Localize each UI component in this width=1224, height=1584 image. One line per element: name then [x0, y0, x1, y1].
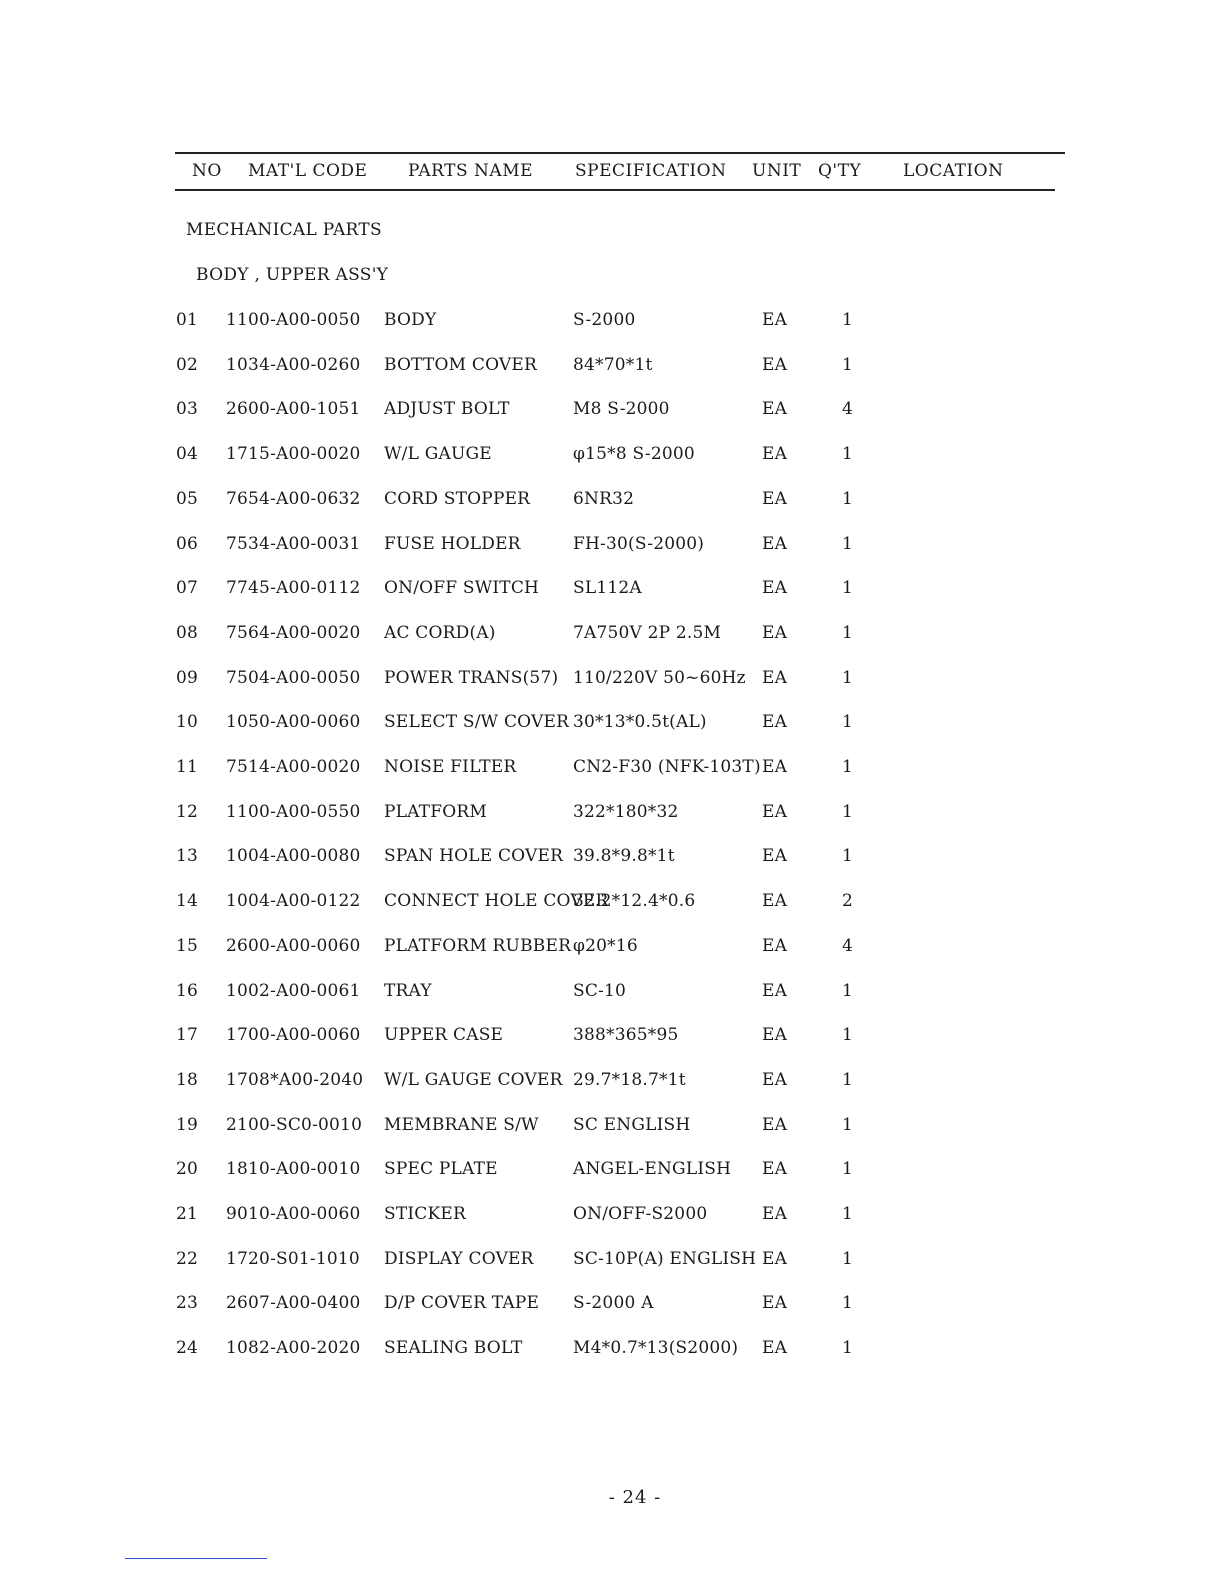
header-matl-code: MAT'L CODE	[248, 161, 368, 181]
table-row	[0, 397, 1224, 421]
table-row	[0, 308, 1224, 332]
row-unit: EA	[762, 891, 788, 911]
row-matl-code: 2100-SC0-0010	[226, 1115, 363, 1135]
row-specification: SC-10	[573, 981, 627, 1001]
row-specification: CN2-F30 (NFK-103T)	[573, 757, 761, 777]
row-unit: EA	[762, 1204, 788, 1224]
row-parts-name: W/L GAUGE	[384, 444, 492, 464]
row-matl-code: 7564-A00-0020	[226, 623, 361, 643]
row-specification: 388*365*95	[573, 1025, 679, 1045]
header-qty: Q'TY	[818, 161, 862, 181]
subsection-title: BODY , UPPER ASS'Y	[196, 265, 389, 285]
row-matl-code: 1002-A00-0061	[226, 981, 361, 1001]
row-qty: 1	[842, 802, 854, 822]
row-no: 06	[176, 534, 199, 554]
table-row	[0, 1157, 1224, 1181]
table-row	[0, 353, 1224, 377]
row-qty: 4	[842, 936, 854, 956]
row-qty: 1	[842, 1204, 854, 1224]
row-no: 14	[176, 891, 199, 911]
row-specification: M8 S-2000	[573, 399, 670, 419]
row-matl-code: 1004-A00-0122	[226, 891, 361, 911]
page-number: - 24 -	[608, 1487, 662, 1508]
row-qty: 1	[842, 310, 854, 330]
row-matl-code: 1100-A00-0550	[226, 802, 361, 822]
row-unit: EA	[762, 399, 788, 419]
row-matl-code: 1810-A00-0010	[226, 1159, 361, 1179]
row-no: 03	[176, 399, 199, 419]
row-unit: EA	[762, 802, 788, 822]
row-qty: 1	[842, 1338, 854, 1358]
row-no: 20	[176, 1159, 199, 1179]
table-row	[0, 800, 1224, 824]
table-row	[0, 487, 1224, 511]
row-no: 07	[176, 578, 199, 598]
row-matl-code: 1050-A00-0060	[226, 712, 361, 732]
row-unit: EA	[762, 1159, 788, 1179]
row-specification: ON/OFF-S2000	[573, 1204, 708, 1224]
row-specification: 7A750V 2P 2.5M	[573, 623, 722, 643]
row-specification: ANGEL-ENGLISH	[573, 1159, 732, 1179]
row-qty: 1	[842, 1293, 854, 1313]
table-row	[0, 1023, 1224, 1047]
row-matl-code: 7654-A00-0632	[226, 489, 361, 509]
row-specification: SC ENGLISH	[573, 1115, 691, 1135]
row-specification: M4*0.7*13(S2000)	[573, 1338, 739, 1358]
row-qty: 1	[842, 489, 854, 509]
row-unit: EA	[762, 1338, 788, 1358]
row-no: 04	[176, 444, 199, 464]
footer-link-underline	[125, 1558, 267, 1559]
table-row	[0, 666, 1224, 690]
row-matl-code: 9010-A00-0060	[226, 1204, 361, 1224]
table-row	[0, 442, 1224, 466]
row-parts-name: CORD STOPPER	[384, 489, 531, 509]
row-parts-name: W/L GAUGE COVER	[384, 1070, 563, 1090]
table-row	[0, 1291, 1224, 1315]
row-unit: EA	[762, 444, 788, 464]
row-no: 10	[176, 712, 199, 732]
row-unit: EA	[762, 1115, 788, 1135]
row-parts-name: STICKER	[384, 1204, 467, 1224]
row-matl-code: 1082-A00-2020	[226, 1338, 361, 1358]
row-parts-name: BODY	[384, 310, 437, 330]
table-row	[0, 710, 1224, 734]
row-parts-name: AC CORD(A)	[384, 623, 496, 643]
row-no: 11	[176, 757, 199, 777]
row-matl-code: 2600-A00-1051	[226, 399, 361, 419]
row-specification: φ15*8 S-2000	[573, 444, 695, 464]
table-row	[0, 1247, 1224, 1271]
row-qty: 1	[842, 534, 854, 554]
row-no: 21	[176, 1204, 199, 1224]
row-specification: 30*13*0.5t(AL)	[573, 712, 707, 732]
row-parts-name: ON/OFF SWITCH	[384, 578, 540, 598]
row-matl-code: 1708*A00-2040	[226, 1070, 364, 1090]
row-parts-name: UPPER CASE	[384, 1025, 504, 1045]
row-unit: EA	[762, 846, 788, 866]
row-parts-name: MEMBRANE S/W	[384, 1115, 539, 1135]
row-qty: 1	[842, 444, 854, 464]
row-specification: 84*70*1t	[573, 355, 653, 375]
row-matl-code: 1720-S01-1010	[226, 1249, 360, 1269]
row-qty: 1	[842, 1025, 854, 1045]
table-row	[0, 1202, 1224, 1226]
row-qty: 1	[842, 757, 854, 777]
row-parts-name: D/P COVER TAPE	[384, 1293, 540, 1313]
header-unit: UNIT	[752, 161, 802, 181]
row-specification: φ20*16	[573, 936, 638, 956]
row-matl-code: 7534-A00-0031	[226, 534, 361, 554]
row-matl-code: 1100-A00-0050	[226, 310, 361, 330]
row-unit: EA	[762, 355, 788, 375]
table-row	[0, 1068, 1224, 1092]
row-unit: EA	[762, 1249, 788, 1269]
section-title: MECHANICAL PARTS	[186, 220, 382, 240]
table-row	[0, 1113, 1224, 1137]
row-unit: EA	[762, 757, 788, 777]
row-qty: 1	[842, 712, 854, 732]
row-unit: EA	[762, 1025, 788, 1045]
row-no: 17	[176, 1025, 199, 1045]
row-no: 01	[176, 310, 199, 330]
row-specification: SC-10P(A) ENGLISH	[573, 1249, 757, 1269]
row-unit: EA	[762, 981, 788, 1001]
row-no: 23	[176, 1293, 199, 1313]
row-qty: 1	[842, 1115, 854, 1135]
row-parts-name: CONNECT HOLE COVER	[384, 891, 609, 911]
row-matl-code: 1004-A00-0080	[226, 846, 361, 866]
row-unit: EA	[762, 310, 788, 330]
row-parts-name: SPAN HOLE COVER	[384, 846, 564, 866]
table-row	[0, 1336, 1224, 1360]
row-unit: EA	[762, 578, 788, 598]
table-row	[0, 934, 1224, 958]
row-matl-code: 7504-A00-0050	[226, 668, 361, 688]
row-unit: EA	[762, 534, 788, 554]
table-header-rule	[175, 189, 1055, 191]
table-row	[0, 979, 1224, 1003]
table-top-rule	[175, 152, 1065, 154]
row-matl-code: 7514-A00-0020	[226, 757, 361, 777]
row-parts-name: TRAY	[384, 981, 432, 1001]
row-no: 18	[176, 1070, 199, 1090]
row-unit: EA	[762, 1293, 788, 1313]
row-parts-name: FUSE HOLDER	[384, 534, 521, 554]
header-location: LOCATION	[903, 161, 1004, 181]
row-matl-code: 1700-A00-0060	[226, 1025, 361, 1045]
row-parts-name: SEALING BOLT	[384, 1338, 523, 1358]
table-row	[0, 532, 1224, 556]
row-no: 13	[176, 846, 199, 866]
row-no: 08	[176, 623, 199, 643]
row-qty: 2	[842, 891, 854, 911]
row-matl-code: 1034-A00-0260	[226, 355, 361, 375]
row-no: 16	[176, 981, 199, 1001]
row-specification: 110/220V 50~60Hz	[573, 668, 746, 688]
row-specification: 39.8*9.8*1t	[573, 846, 675, 866]
row-specification: 322*180*32	[573, 802, 679, 822]
row-no: 02	[176, 355, 199, 375]
table-row	[0, 755, 1224, 779]
table-row	[0, 621, 1224, 645]
row-qty: 1	[842, 668, 854, 688]
row-qty: 1	[842, 1070, 854, 1090]
header-specification: SPECIFICATION	[575, 161, 727, 181]
row-specification: S-2000	[573, 310, 636, 330]
row-parts-name: PLATFORM RUBBER	[384, 936, 572, 956]
row-no: 12	[176, 802, 199, 822]
row-parts-name: NOISE FILTER	[384, 757, 517, 777]
row-unit: EA	[762, 623, 788, 643]
row-unit: EA	[762, 1070, 788, 1090]
row-specification: SL112A	[573, 578, 642, 598]
row-qty: 1	[842, 578, 854, 598]
row-matl-code: 7745-A00-0112	[226, 578, 361, 598]
row-parts-name: DISPLAY COVER	[384, 1249, 534, 1269]
header-no: NO	[192, 161, 222, 181]
row-matl-code: 2607-A00-0400	[226, 1293, 361, 1313]
row-qty: 1	[842, 1159, 854, 1179]
row-no: 15	[176, 936, 199, 956]
row-unit: EA	[762, 936, 788, 956]
row-specification: 29.7*18.7*1t	[573, 1070, 686, 1090]
header-parts-name: PARTS NAME	[408, 161, 534, 181]
row-qty: 1	[842, 355, 854, 375]
row-parts-name: BOTTOM COVER	[384, 355, 538, 375]
row-no: 22	[176, 1249, 199, 1269]
row-parts-name: POWER TRANS(57)	[384, 668, 559, 688]
row-specification: FH-30(S-2000)	[573, 534, 705, 554]
table-row	[0, 576, 1224, 600]
row-specification: S-2000 A	[573, 1293, 654, 1313]
row-unit: EA	[762, 668, 788, 688]
row-matl-code: 2600-A00-0060	[226, 936, 361, 956]
row-parts-name: ADJUST BOLT	[384, 399, 510, 419]
row-parts-name: SELECT S/W COVER	[384, 712, 570, 732]
row-no: 19	[176, 1115, 199, 1135]
row-qty: 1	[842, 623, 854, 643]
table-row	[0, 889, 1224, 913]
row-qty: 1	[842, 981, 854, 1001]
row-qty: 1	[842, 846, 854, 866]
row-unit: EA	[762, 489, 788, 509]
row-qty: 1	[842, 1249, 854, 1269]
row-parts-name: SPEC PLATE	[384, 1159, 498, 1179]
row-parts-name: PLATFORM	[384, 802, 487, 822]
row-unit: EA	[762, 712, 788, 732]
row-matl-code: 1715-A00-0020	[226, 444, 361, 464]
row-no: 05	[176, 489, 199, 509]
row-qty: 4	[842, 399, 854, 419]
row-specification: 6NR32	[573, 489, 635, 509]
table-row	[0, 844, 1224, 868]
row-no: 09	[176, 668, 199, 688]
row-no: 24	[176, 1338, 199, 1358]
row-specification: 32.2*12.4*0.6	[573, 891, 696, 911]
